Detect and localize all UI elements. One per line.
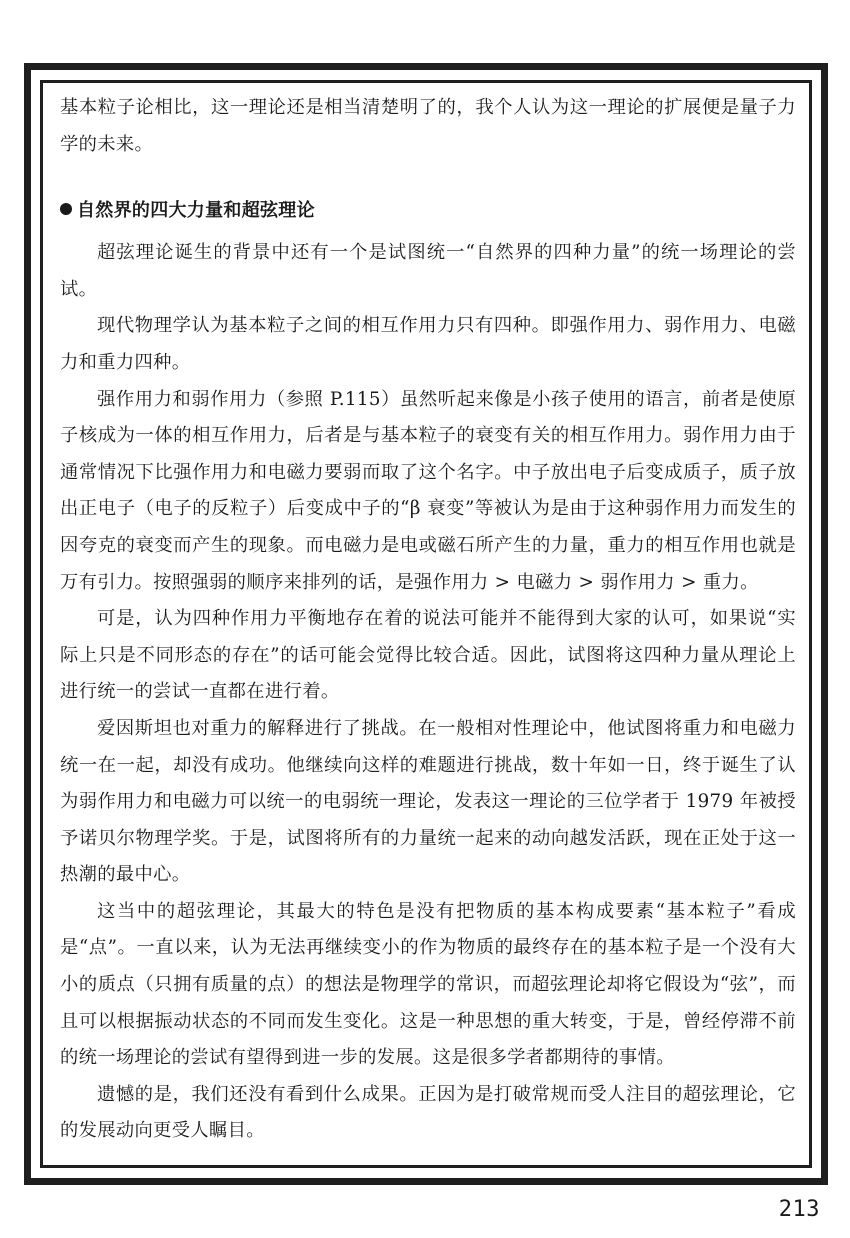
paragraph: 这当中的超弦理论，其最大的特色是没有把物质的基本构成要素“基本粒子”看成是“点”。一直以来，认为无法再继续变小的作为物质的最终存在的基本粒子是一个没有大小的质点（只拥有质量的点）的想法是物理学的常识，而超弦理论却将它假设为“弦”，而且可以根据振动状态的不同而发生变化。这是一种思想的重大转变，于是，曾经停滞不前的统一场理论的尝试有望得到进一步的发展。这是很多学者都期待的事情。 [60,900,796,1069]
paragraph: 超弦理论诞生的背景中还有一个是试图统一“自然界的四种力量”的统一场理论的尝试。 [60,242,796,300]
section-heading-text: 自然界的四大力量和超弦理论 [77,200,315,222]
paragraph: 现代物理学认为基本粒子之间的相互作用力只有四种。即强作用力、弱作用力、电磁力和重力四种。 [60,315,796,373]
paragraph: 可是，认为四种作用力平衡地存在着的说法可能并不能得到大家的认可，如果说“实际上只是不同形态的存在”的话可能会觉得比较合适。因此，试图将这四种力量从理论上进行统一的尝试一直都在进行着。 [60,608,796,703]
section-heading [60,193,796,229]
bullet-icon [60,203,72,215]
paragraph: 强作用力和弱作用力（参照 P.115）虽然听起来像是小孩子使用的语言，前者是使原子核成为一体的相互作用力，后者是与基本粒子的衰变有关的相互作用力。弱作用力由于通常情况下比强作用力和电磁力要弱而取了这个名字。中子放出电子后变成质子，质子放出正电子（电子的反粒子）后变成中子的“β 衰变”等被认为是由于这种弱作用力而发生的因夸克的衰变而产生的现象。而电磁力是电或磁石所产生的力量，重力的相互作用也就是万有引力。按照强弱的顺序来排列的话，是强作用力 > 电磁力 > 弱作用力 > 重力。 [60,388,796,593]
page-number: 213 [778,1197,820,1222]
paragraph: 爱因斯坦也对重力的解释进行了挑战。在一般相对性理论中，他试图将重力和电磁力统一在一起，却没有成功。他继续向这样的难题进行挑战，数十年如一日，终于诞生了认为弱作用力和电磁力可以统一的电弱统一理论，发表这一理论的三位学者于 1979 年被授予诺贝尔物理学奖。于是，试图将所有的力量统一起来的动向越发活跃，现在正处于这一热潮的最中心。 [60,717,796,886]
text-body [60,90,796,1150]
paragraph: 遗憾的是，我们还没有看到什么成果。正因为是打破常规而受人注目的超弦理论，它的发展动向更受人瞩目。 [60,1083,796,1142]
paragraph-continued: 基本粒子论相比，这一理论还是相当清楚明了的，我个人认为这一理论的扩展便是量子力学的未来。 [60,97,796,155]
